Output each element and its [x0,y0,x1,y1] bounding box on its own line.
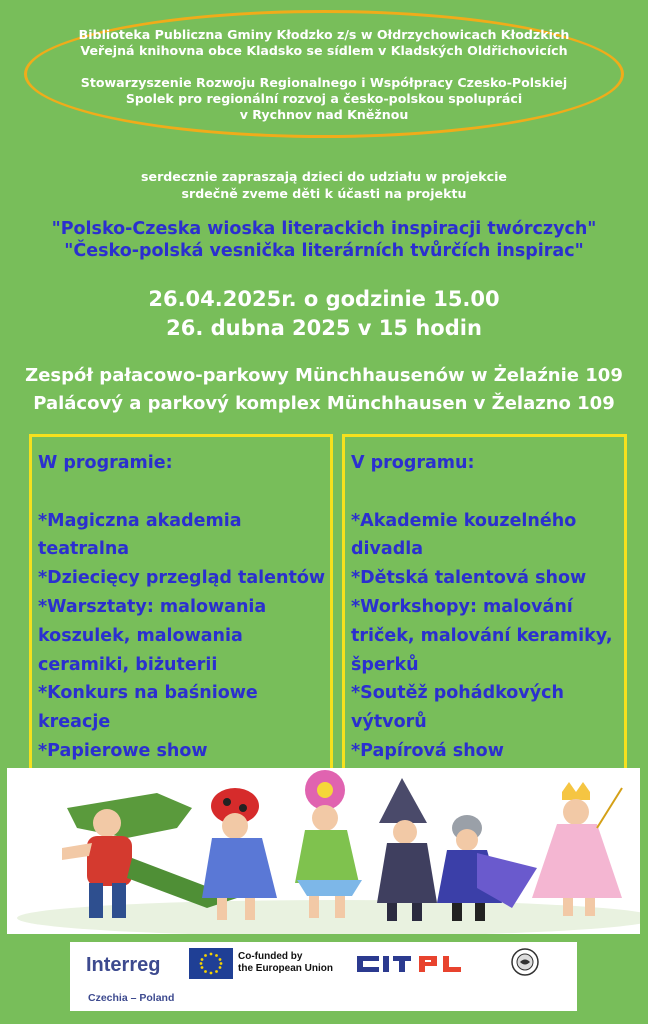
program-item-pl: *Magiczna akademia [38,510,242,531]
program-item-pl: *Konkurs na baśniowe [38,683,258,704]
organizers-ellipse [24,10,624,138]
venue [0,362,648,418]
funding-logos [70,942,577,1011]
program-item-pl: *Papierowe show [38,740,208,761]
program-item-pl: *Dziecięcy przegląd talentów [38,568,326,589]
project-title-pl: "Polsko-Czeska wioska literackich inspiracji twórczych" [51,219,597,239]
program-item-pl: kreacje [38,712,111,733]
invitation-cz: srdečně zveme děti k účasti na projektu [181,186,467,201]
program-box-cz [342,434,627,772]
event-date [0,285,648,343]
program-item-cz: *Dětská talentová show [351,568,587,589]
association-cz-location: v Rychnov nad Kněžnou [239,107,409,122]
program-item-cz: výtvorů [351,712,427,733]
program-heading-pl: W programie: [38,453,173,473]
association-pl-name: Stowarzyszenie Rozwoju Regionalnego i Współpracy Czesko-Polskiej [80,75,568,90]
organizer-pl-name: Biblioteka Publiczna Gminy Kłodzko z/s w Ołdrzychowicach Kłodzkich [78,27,570,42]
venue-cz: Palácový a parkový komplex Münchhausen v Želazno 109 [33,393,615,414]
children-parade-image [7,768,640,934]
cz-pl-logo-icon [357,952,469,976]
invitation-pl: serdecznie zapraszają dzieci do udziału w projekcie [141,169,507,184]
princess-child-figure [532,782,622,916]
program-item-cz: triček, malování keramiky, [351,625,613,646]
program-item-pl: ceramiki, biżuterii [38,654,218,675]
program-heading-cz: V programu: [351,453,475,473]
invitation [0,168,648,202]
project-title [0,218,648,262]
wizard-child-figure [377,778,437,921]
organizer-cz-name: Veřejná knihovna obce Kladsko se sídlem v Kladských Oldřichovicích [80,43,568,58]
project-title-cz: "Česko-polská vesnička literárních tvůrčích inspirac" [64,241,584,261]
program-item-cz: *Workshopy: malování [351,596,573,617]
program-box-pl [29,434,333,772]
program-item-cz: *Akademie kouzelného [351,510,577,531]
eu-cofunded-label [238,951,333,975]
interreg-logo: Interreg [86,954,161,976]
flower-child-figure [295,770,362,918]
venue-pl: Zespół pałacowo-parkowy Münchhausenów w Żelaźnie 109 [25,365,623,386]
program-item-cz: *Papírová show [351,740,504,761]
association-cz-name: Spolek pro regionální rozvoj a česko-polskou spolupráci [125,91,523,106]
association-round-logo-icon [511,948,539,976]
children-illustration [7,768,640,934]
program-item-cz: šperků [351,654,419,675]
program-item-cz: divadla [351,539,424,560]
eu-line-2: the European Union [238,963,333,974]
program-item-cz: *Soutěž pohádkových [351,683,564,704]
interreg-subtitle: Czechia – Poland [88,992,175,1004]
event-date-pl: 26.04.2025r. o godzinie 15.00 [148,287,500,311]
program-item-pl: teatralna [38,539,130,560]
event-date-cz: 26. dubna 2025 v 15 hodin [166,316,482,340]
eu-flag-icon [189,948,233,979]
program-item-pl: koszulek, malowania [38,625,243,646]
eu-line-1: Co-funded by [238,951,303,962]
program-item-pl: *Warsztaty: malowania [38,596,267,617]
